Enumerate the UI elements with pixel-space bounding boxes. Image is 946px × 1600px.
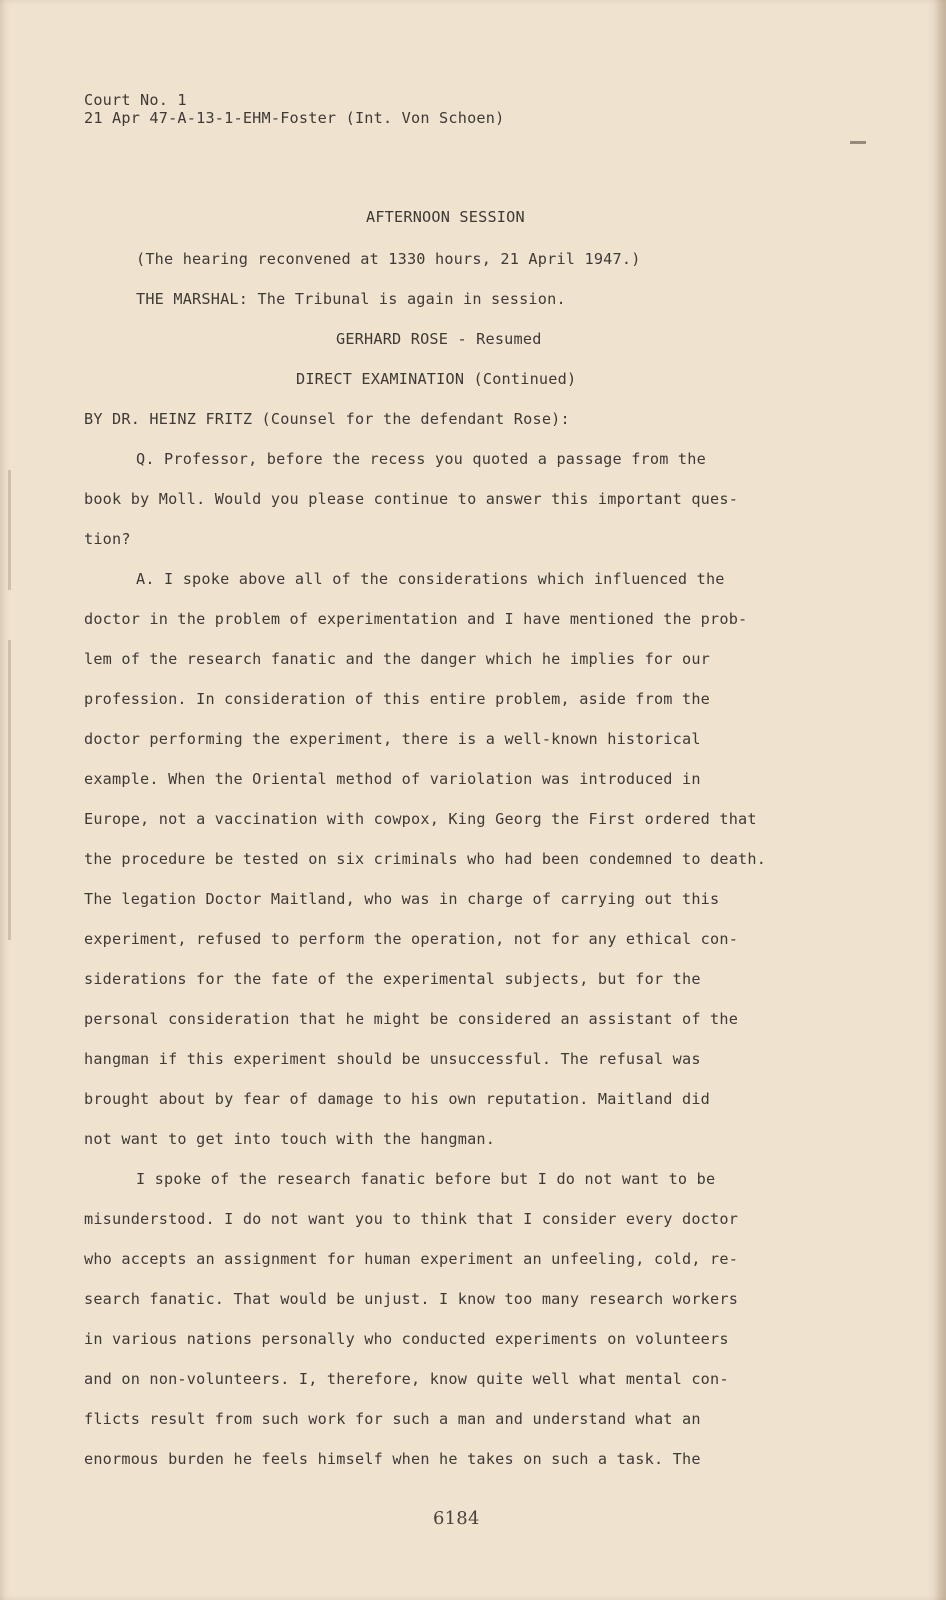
- text-line: personal consideration that he might be considered an assistant of the: [84, 1010, 739, 1028]
- text-line: tion?: [84, 530, 131, 548]
- text-line: the procedure be tested on six criminals who had been condemned to death.: [84, 850, 767, 868]
- text-line: A. I spoke above all of the considerations which influenced the: [136, 570, 725, 588]
- text-line: doctor performing the experiment, there is a well-known historical: [84, 730, 701, 748]
- text-line: example. When the Oriental method of variolation was introduced in: [84, 770, 701, 788]
- text-line: THE MARSHAL: The Tribunal is again in session.: [136, 290, 566, 308]
- text-line: book by Moll. Would you please continue to answer this important ques-: [84, 490, 739, 508]
- text-line: profession. In consideration of this entire problem, aside from the: [84, 690, 711, 708]
- court-number: Court No. 1: [84, 91, 187, 109]
- text-line: lem of the research fanatic and the danger which he implies for our: [84, 650, 711, 668]
- paper-edge-wear: [8, 640, 11, 940]
- text-line: doctor in the problem of experimentation and I have mentioned the prob-: [84, 610, 748, 628]
- witness-heading: GERHARD ROSE - Resumed: [336, 330, 542, 348]
- counsel-line: BY DR. HEINZ FRITZ (Counsel for the defendant Rose):: [84, 410, 570, 428]
- text-line: search fanatic. That would be unjust. I know too many research workers: [84, 1290, 739, 1308]
- transcript-reference: 21 Apr 47-A-13-1-EHM-Foster (Int. Von Schoen): [84, 109, 505, 127]
- text-line: enormous burden he feels himself when he takes on such a task. The: [84, 1450, 701, 1468]
- text-line: (The hearing reconvened at 1330 hours, 21 April 1947.): [136, 250, 641, 268]
- text-line: not want to get into touch with the hangman.: [84, 1130, 496, 1148]
- ink-mark: [850, 141, 866, 144]
- text-line: Q. Professor, before the recess you quoted a passage from the: [136, 450, 706, 468]
- text-line: in various nations personally who conducted experiments on volunteers: [84, 1330, 729, 1348]
- text-line: flicts result from such work for such a man and understand what an: [84, 1410, 701, 1428]
- page-number: 6184: [433, 1508, 480, 1529]
- text-line: siderations for the fate of the experimental subjects, but for the: [84, 970, 701, 988]
- text-line: Europe, not a vaccination with cowpox, King Georg the First ordered that: [84, 810, 757, 828]
- text-line: misunderstood. I do not want you to think that I consider every doctor: [84, 1210, 739, 1228]
- text-line: hangman if this experiment should be unsuccessful. The refusal was: [84, 1050, 701, 1068]
- text-line: I spoke of the research fanatic before but I do not want to be: [136, 1170, 716, 1188]
- text-line: The legation Doctor Maitland, who was in charge of carrying out this: [84, 890, 720, 908]
- examination-heading: DIRECT EXAMINATION (Continued): [296, 370, 577, 388]
- session-title: AFTERNOON SESSION: [366, 208, 525, 226]
- text-line: experiment, refused to perform the operation, not for any ethical con-: [84, 930, 739, 948]
- text-line: and on non-volunteers. I, therefore, know quite well what mental con-: [84, 1370, 729, 1388]
- text-line: who accepts an assignment for human experiment an unfeeling, cold, re-: [84, 1250, 739, 1268]
- text-line: brought about by fear of damage to his own reputation. Maitland did: [84, 1090, 711, 1108]
- paper-edge-wear: [8, 470, 11, 590]
